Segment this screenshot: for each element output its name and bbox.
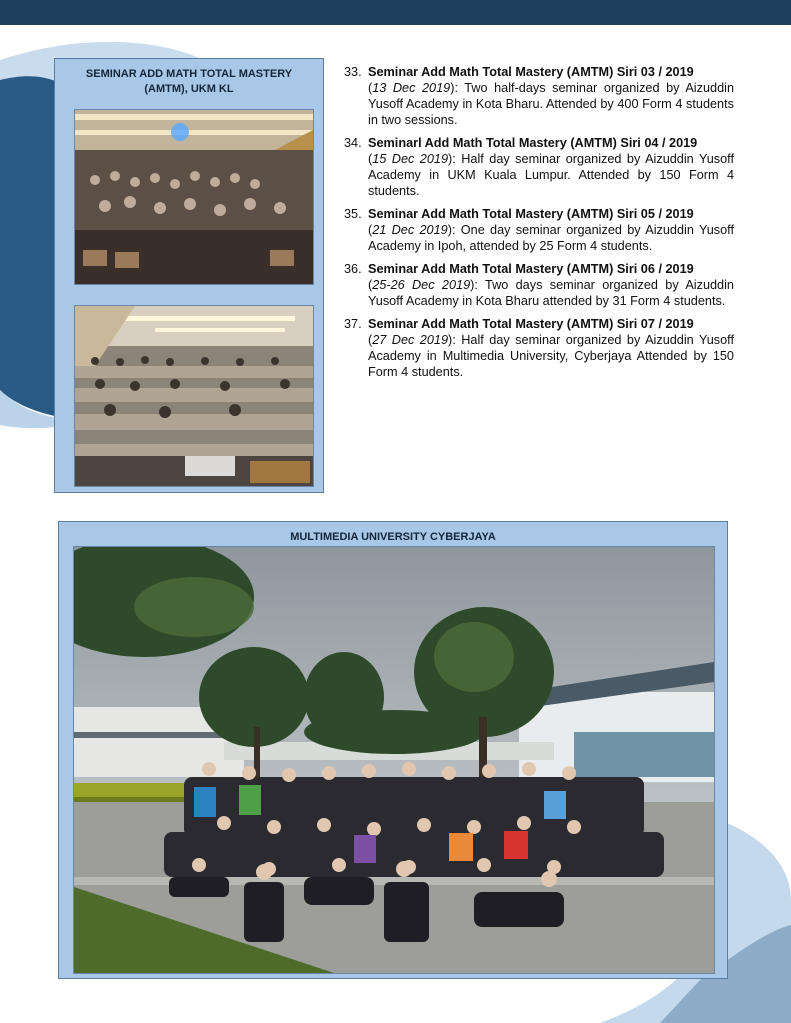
open-paren: ( xyxy=(368,278,373,292)
seminar-list xyxy=(344,64,734,387)
seminar-description: ): Half day seminar organized by Aizuddin Yusoff Academy in UKM Kuala Lumpur. Attended by 150 Form 4 students. xyxy=(368,152,734,198)
seminar-date: 25-26 Dec 2019 xyxy=(372,278,471,292)
seminar-title: Seminar Add Math Total Mastery (AMTM) Siri 03 / 2019 xyxy=(368,65,694,79)
open-paren: ( xyxy=(368,333,373,347)
top-banner-bar xyxy=(0,0,791,25)
item-number: 35. xyxy=(344,207,362,221)
seminar-title: Seminarl Add Math Total Mastery (AMTM) Siri 04 / 2019 xyxy=(368,136,698,150)
list-item xyxy=(344,261,734,309)
seminar-title: Seminar Add Math Total Mastery (AMTM) Siri 05 / 2019 xyxy=(368,207,694,221)
seminar-date: 15 Dec 2019 xyxy=(372,152,449,166)
seminar-description: ): Half day seminar organized by Aizuddin Yusoff Academy in Multimedia University, Cyberjaya Attended by 150 Form 4 students. xyxy=(368,333,734,379)
mmu-photo-panel xyxy=(58,521,728,979)
seminar-description: ): One day seminar organized by Aizuddin Yusoff Academy in Ipoh, attended by 25 Form 4 students. xyxy=(368,223,735,253)
open-paren: ( xyxy=(368,81,373,95)
seminar-date: 13 Dec 2019 xyxy=(372,81,451,95)
item-number: 33. xyxy=(344,65,362,79)
item-number: 36. xyxy=(344,262,362,276)
ukm-panel-title: SEMINAR ADD MATH TOTAL MASTERY (AMTM), UKM KL xyxy=(85,68,293,95)
list-item xyxy=(344,64,734,128)
seminar-description: ): Two half-days seminar organized by Aizuddin Yusoff Academy in Kota Bharu. Attended by 400 Form 4 students in two sessions. xyxy=(368,81,734,127)
list-item xyxy=(344,316,734,380)
seminar-description: ): Two days seminar organized by Aizuddin Yusoff Academy in Kota Bharu attended by 31 Form 4 students. xyxy=(368,278,734,308)
item-number: 37. xyxy=(344,317,362,331)
seminar-hall-photo xyxy=(74,109,314,285)
seminar-title: Seminar Add Math Total Mastery (AMTM) Siri 06 / 2019 xyxy=(368,262,694,276)
group-photo-campus xyxy=(73,546,715,974)
seminar-title: Seminar Add Math Total Mastery (AMTM) Siri 07 / 2019 xyxy=(368,317,694,331)
ukm-photo-panel xyxy=(54,58,324,493)
mmu-panel-title: MULTIMEDIA UNIVERSITY CYBERJAYA xyxy=(290,531,496,543)
open-paren: ( xyxy=(368,223,373,237)
open-paren: ( xyxy=(368,152,373,166)
list-item xyxy=(344,206,734,254)
list-item xyxy=(344,135,734,199)
seminar-date: 21 Dec 2019 xyxy=(372,223,448,237)
lecture-theatre-photo xyxy=(74,305,314,487)
item-number: 34. xyxy=(344,136,362,150)
seminar-date: 27 Dec 2019 xyxy=(372,333,449,347)
